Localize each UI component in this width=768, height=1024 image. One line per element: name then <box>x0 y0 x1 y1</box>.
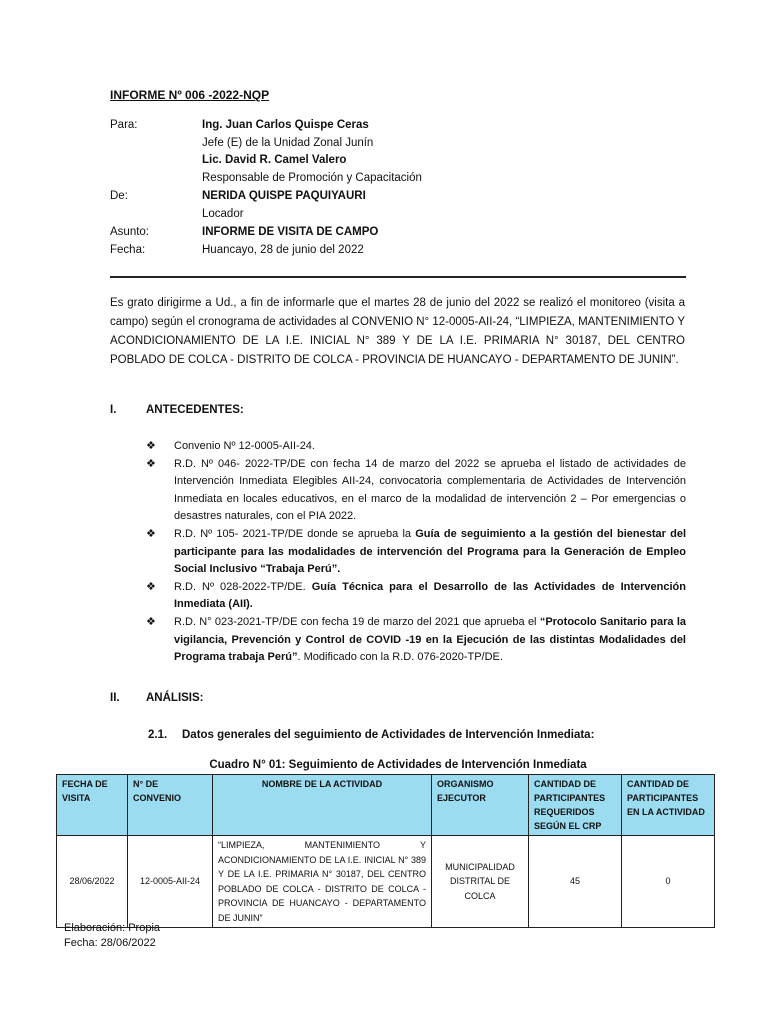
fecha-label: Fecha: <box>110 244 146 256</box>
section-2-number: II. <box>110 692 120 704</box>
subsection-2-1 <box>148 729 594 741</box>
cell-requeridos: 45 <box>529 836 622 928</box>
recipient-2-name <box>202 154 346 166</box>
cell-actividad: “LIMPIEZA, MANTENIMIENTO Y ACONDICIONAMIENTO DE LA I.E. INICIAL N° 389 Y DE LA I.E. PRIMARIA N° 30187, DEL CENTRO POBLADO DE COLCA - DISTRITO DE COLCA - PROVINCIA DE HUANCAYO - DEPARTAMENTO DE JUNIN” <box>213 836 432 928</box>
sender-name: NERIDA QUISPE PAQUIYAURI <box>202 190 366 202</box>
list-item: ❖ Convenio Nº 12-0005-AII-24. <box>146 438 686 456</box>
section-2-title: ANÁLISIS: <box>146 692 204 704</box>
header-en-actividad: CANTIDAD DE PARTICIPANTES EN LA ACTIVIDAD <box>622 775 715 836</box>
subsection-title: Datos generales del seguimiento de Actividades de Intervención Inmediata: <box>182 729 595 741</box>
list-item: ❖ R.D. N° 023-2021-TP/DE con fecha 19 de marzo del 2021 que aprueba el “Protocolo Sanitario para la vigilancia, Prevención y Control de COVID -19 en la Ejecución de las distintas Modalidades del Programa trabaja Perú”. Modificado con la R.D. 076-2020-TP/DE. <box>146 615 686 664</box>
fecha-value: Huancayo, 28 de junio del 2022 <box>202 244 364 256</box>
list-item: ❖ R.D. Nº 105- 2021-TP/DE donde se aprueba la Guía de seguimiento a la gestión del bienestar del participante para las modalidades de intervención del Programa para la Generación de Empleo Social Inclusivo “Trabaja Perú”. <box>146 527 686 576</box>
diamond-bullet-icon: ❖ <box>146 580 156 593</box>
report-title: INFORME Nº 006 -2022-NQP <box>110 88 270 102</box>
recipient-2-surname: . David R. Camel Valero <box>218 154 347 166</box>
antecedentes-list <box>146 438 686 667</box>
asunto-label: Asunto: <box>110 226 149 238</box>
list-item: ❖ R.D. Nº 046- 2022-TP/DE con fecha 14 de marzo del 2022 se aprueba el listado de actividades de Intervención Inmediata Elegibles AII-24, convocatoria complementaria de Actividades de Intervención Inmediata en locales educativos, en el marco de la modalidad de intervención 2 – Por emergencias o desastres naturales, con el PIA 2022. <box>146 457 686 523</box>
header-organismo: ORGANISMO EJECUTOR <box>432 775 529 836</box>
intro-paragraph: Es grato dirigirme a Ud., a fin de informarle que el martes 28 de junio del 2022 se realizó el monitoreo (visita a campo) según el cronograma de actividades al CONVENIO N° 12-0005-AII-24, “LIMPIEZA, MANTENIMIENTO Y ACONDICIONAMIENTO DE LA I.E. INICIAL N° 389 Y DE LA I.E. PRIMARIA N° 30187, DEL CENTRO POBLADO DE COLCA - DISTRITO DE COLCA - PROVINCIA DE HUANCAYO - DEPARTAMENTO DE JUNIN”. <box>110 297 685 366</box>
cell-organismo: MUNICIPALIDAD DISTRITAL DE COLCA <box>432 836 529 928</box>
diamond-bullet-icon: ❖ <box>146 457 156 470</box>
diamond-bullet-icon: ❖ <box>146 527 156 540</box>
para-label: Para: <box>110 119 138 131</box>
header-requeridos: CANTIDAD DE PARTICIPANTES REQUERIDOS SEGÚN EL CRP <box>529 775 622 836</box>
recipient-1-role: Jefe (E) de la Unidad Zonal Junín <box>202 137 374 149</box>
table-header-row <box>57 775 715 836</box>
recipient-2-prefix: Lic <box>202 154 219 166</box>
header-convenio: N° DE CONVENIO <box>128 775 213 836</box>
section-1-title: ANTECEDENTES: <box>146 404 244 416</box>
subsection-number: 2.1. <box>148 729 168 741</box>
elaboracion-note: Elaboración: Propia <box>64 922 161 934</box>
diamond-bullet-icon: ❖ <box>146 440 156 452</box>
table-caption: Cuadro N° 01: Seguimiento de Actividades de Intervención Inmediata <box>209 759 587 771</box>
recipient-1-name: Ing. Juan Carlos Quispe Ceras <box>202 119 369 131</box>
sender-role: Locador <box>202 208 244 220</box>
list-item: ❖ R.D. Nº 028-2022-TP/DE. Guía Técnica para el Desarrollo de las Actividades de Intervención Inmediata (AII). <box>146 580 686 611</box>
header-divider <box>110 276 686 278</box>
section-1-number: I. <box>110 404 117 416</box>
header-fecha-visita: FECHA DE VISITA <box>57 775 128 836</box>
de-label: De: <box>110 190 128 202</box>
asunto-value: INFORME DE VISITA DE CAMPO <box>202 226 379 238</box>
cell-en-actividad: 0 <box>622 836 715 928</box>
recipient-2-role: Responsable de Promoción y Capacitación <box>202 172 422 184</box>
header-nombre-actividad: NOMBRE DE LA ACTIVIDAD <box>213 775 432 836</box>
seguimiento-table <box>56 774 715 928</box>
diamond-bullet-icon: ❖ <box>146 615 156 628</box>
cell-fecha: 28/06/2022 <box>57 836 128 928</box>
table-row <box>57 836 715 928</box>
fecha-note: Fecha: 28/06/2022 <box>64 937 156 949</box>
cell-convenio: 12-0005-AII-24 <box>128 836 213 928</box>
